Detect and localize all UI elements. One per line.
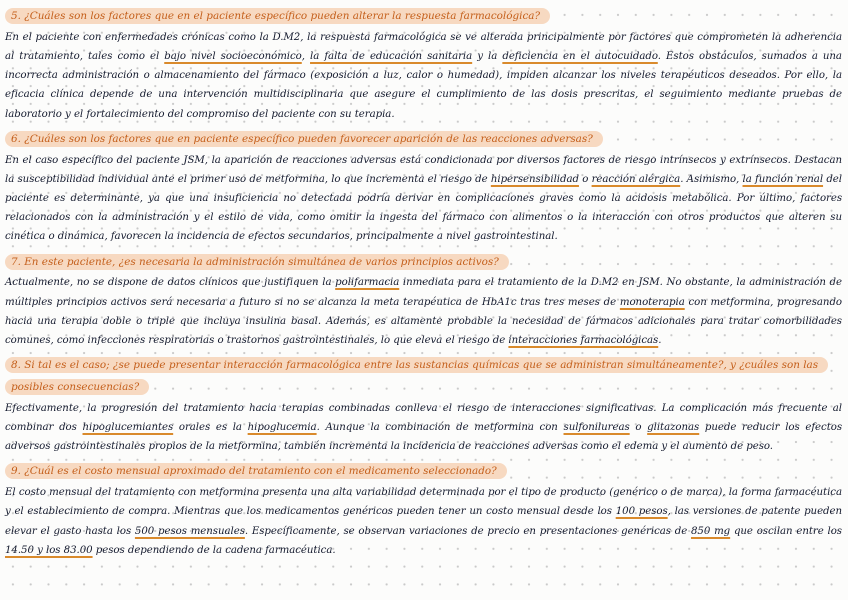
answer-6 bbox=[5, 151, 842, 247]
answer-text: El costo mensual del tratamiento con metformina presenta una alta variabilidad determinada por el tipo de producto (genérico o de marca), la forma farmacéutica y el establecimiento de compra. Mientras que los medicamentos genéricos pueden tener un costo mensual desde los bbox=[5, 487, 842, 518]
underlined-term: 850 mg bbox=[690, 525, 731, 537]
section-5 bbox=[5, 4, 842, 124]
question-6: 6. ¿Cuáles son los factores que en paciente específico pueden favorecer aparición de las reacciones adversas? bbox=[5, 131, 603, 147]
underlined-term: bajo nivel socioeconómico bbox=[164, 51, 302, 62]
answer-text: inmediata para el tratamiento de la D.M2 en JSM. No obstante, la administración de múltiples principios activos será necesaria a futuro si no se alcanza la meta terapéutica de HbA1c tras tres meses de bbox=[5, 277, 842, 308]
answer-text: y la bbox=[472, 51, 503, 62]
section-8 bbox=[5, 353, 842, 456]
question-9: 9. ¿Cuál es el costo mensual aproximado del tratamiento con el medicamento seleccionado? bbox=[5, 463, 507, 479]
answer-text: Actualmente, no se dispone de datos clínicos que justifiquen la bbox=[5, 277, 336, 289]
section-7 bbox=[5, 250, 842, 351]
answer-text: puede reducir los efectos adversos gastrointestinales propios de la metformina, también incrementa la incidencia de reacciones adversas como el edema y el aumento de peso. bbox=[5, 422, 843, 453]
underlined-term: reacción alérgica bbox=[591, 173, 681, 185]
underlined-term: sulfonilureas bbox=[563, 422, 630, 434]
answer-text: En el caso específico del paciente JSM, la aparición de reacciones adversas está condicionada por diversos factores de riesgo intrínsecos y extrínsecos. Destacan la susceptibilidad individual ante el primer uso de metformina, lo que incrementa el riesgo de bbox=[5, 154, 842, 185]
answer-8 bbox=[5, 399, 842, 457]
answer-text: que oscilan entre los bbox=[730, 525, 842, 537]
underlined-term: 100 pesos bbox=[615, 506, 668, 518]
underlined-term: la función renal bbox=[742, 173, 824, 185]
section-6 bbox=[5, 127, 842, 247]
underlined-term: deficiencia en el autocuidado bbox=[502, 51, 658, 62]
underlined-term: glitazonas bbox=[647, 422, 700, 434]
answer-text: . Asimismo, bbox=[680, 173, 743, 185]
answer-text: , bbox=[301, 51, 311, 62]
underlined-term: interacciones farmacológicas bbox=[508, 335, 659, 347]
answer-9 bbox=[5, 483, 842, 560]
answer-text: . Estos obstáculos, sumados a una incorrecta administración o almacenamiento del fármaco (exposición a luz, calor o humedad), impiden alcanzar los niveles terapéuticos deseados. Por ello, la eficacia clínica depende de una intervención multidisciplinaria que asegure el cumplimiento de las dosis prescritas, el seguimiento mediante pruebas de laboratorio y el fortalecimiento del compromiso del paciente con su terapia. bbox=[5, 51, 842, 120]
underlined-term: 500 pesos mensuales bbox=[134, 525, 245, 537]
section-9 bbox=[5, 459, 842, 560]
underlined-term: polifarmacia bbox=[335, 277, 400, 289]
question-7: 7. En este paciente, ¿es necesaria la administración simultánea de varios principios activos? bbox=[5, 254, 509, 270]
answer-text: , las versiones de patente pueden elevar el gasto hasta los bbox=[5, 506, 843, 537]
question-8: 8. Si tal es el caso; ¿se puede presentar interacción farmacológica entre las sustancias químicas que se administran simultáneamente?, y ¿cuáles son las posibles consecuencias? bbox=[5, 357, 828, 395]
answer-text: Efectivamente, la progresión del tratamiento hacia terapias combinadas conlleva el riesgo de interacciones significativas. La complicación más frecuente al combinar dos bbox=[5, 402, 842, 434]
answer-text: o bbox=[629, 422, 648, 434]
underlined-term: hipersensibilidad bbox=[490, 173, 579, 185]
answer-5 bbox=[5, 28, 842, 124]
answer-text: En el paciente con enfermedades crónicas como la D.M2, la respuesta farmacológica se ve alterada principalmente por factores que comprometen la adherencia al tratamiento, tales como el bbox=[5, 31, 842, 62]
question-5: 5. ¿Cuáles son los factores que en el paciente específico pueden alterar la respuesta farmacológica? bbox=[5, 8, 550, 24]
underlined-term: hipoglucemiantes bbox=[82, 422, 174, 434]
answer-text: con metformina, progresando hacia una terapia doble o triple que incluya insulina basal. Además, es altamente probable la necesidad de fármacos adicionales para tratar comorbilidades comunes, como infecciones respiratorias o trastornos gastrointestinales, lo que eleva el riesgo de bbox=[5, 296, 843, 347]
answer-text: o bbox=[578, 173, 592, 185]
answer-text: pesos dependiendo de la cadena farmacéutica. bbox=[92, 544, 336, 556]
answer-7 bbox=[5, 273, 842, 350]
answer-text: . Específicamente, se observan variaciones de precio en presentaciones genéricas de bbox=[244, 525, 691, 537]
answer-text: . bbox=[658, 335, 662, 347]
answer-text: orales es la bbox=[173, 422, 248, 434]
underlined-term: monoterapia bbox=[619, 296, 685, 308]
answer-text: del paciente es determinante, ya que una insuficiencia no detectada podría derivar en complicaciones graves como la acidosis metabólica. Por último, factores relacionados con la administración y el estilo de vida, como omitir la ingesta del fármaco con alimentos o la interacción con otros productos que alteren su cinética o dinámica, favorecen la incidencia de efectos secundarios, principalmente a nivel gastrointestinal. bbox=[5, 173, 842, 243]
underlined-term: la falta de educación sanitaria bbox=[310, 51, 473, 62]
answer-text: . Aunque la combinación de metformina con bbox=[316, 422, 564, 434]
underlined-term: 14.50 y los 83.00 bbox=[5, 544, 93, 556]
underlined-term: hipoglucemia bbox=[247, 422, 317, 434]
